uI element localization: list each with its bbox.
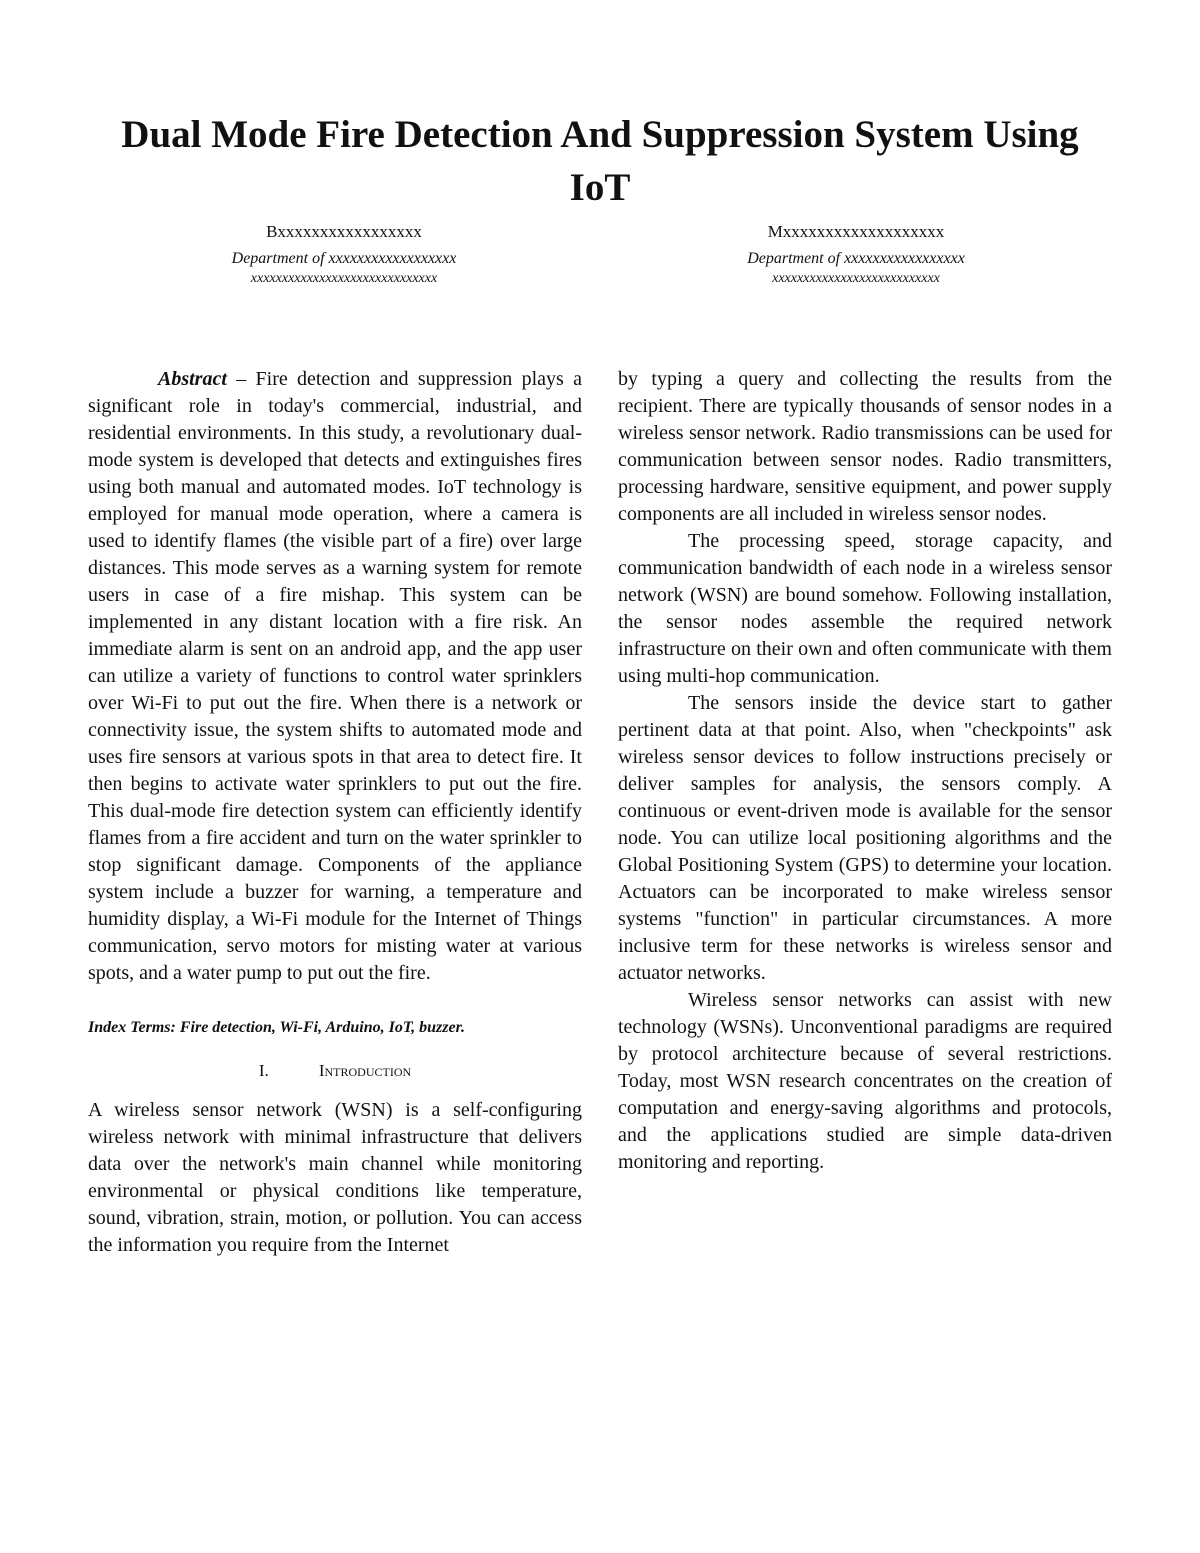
abstract-text: – Fire detection and suppression plays a significant role in today's commercial, industrial, and residential environments. In this study, a revolutionary dual-mode system is developed that detects and extinguishes fires using both manual and automated modes. IoT technology is employed for manual mode operation, where a camera is used to identify flames (the visible part of a fire) over large distances. This mode serves as a warning system for remote users in case of a fire mishap. This system can be implemented in any distant location with a fire risk. An immediate alarm is sent on an android app, and the app user can utilize a variety of functions to control water sprinklers over Wi-Fi to put out the fire. When there is a network or connectivity issue, the system shifts to automated mode and uses fire sensors at various spots in that area to detect fire. It then begins to activate water sprinklers to put out the fire. This dual-mode fire detection system can efficiently identify flames from a fire accident and turn on the water sprinkler to stop significant damage. Components of the appliance system include a buzzer for warning, a temperature and humidity display, a Wi-Fi module for the Internet of Things communication, servo motors for misting water at various spots, and a water pump to put out the fire. [88,368,582,984]
section-title: Introduction [318,1061,412,1080]
right-column [618,366,1112,1176]
left-column [88,366,582,1259]
intro-paragraph-3: The sensors inside the device start to gather pertinent data at that point. Also, when "checkpoints" ask wireless sensor devices to follow instructions precisely or deliver samples for analysis, the sensors comply. A continuous or event-driven mode is available for the sensor node. You can utilize local positioning algorithms and the Global Positioning System (GPS) to determine your location. Actuators can be incorporated to make wireless sensor systems "function" in particular circumstances. A more inclusive term for these networks is wireless sensor and actuator networks. [618,692,1112,984]
author-department: Department of xxxxxxxxxxxxxxxxx [747,250,965,267]
abstract-label: Abstract [158,368,227,390]
abstract-paragraph [88,366,582,987]
intro-paragraph-1: A wireless sensor network (WSN) is a self-configuring wireless network with minimal infrastructure that delivers data over the network's main channel while monitoring environmental or physical conditions like temperature, sound, vibration, strain, motion, or pollution. You can access the information you require from the Internet [88,1099,582,1256]
author-affiliation: xxxxxxxxxxxxxxxxxxxxxxxxxxxxxx [250,271,438,286]
author-block-2 [646,220,1066,289]
section-number: I. [258,1061,269,1080]
author-affiliation: xxxxxxxxxxxxxxxxxxxxxxxxxxx [772,271,940,286]
author-block-1 [134,220,554,289]
intro-paragraph-4: Wireless sensor networks can assist with new technology (WSNs). Unconventional paradigms are required by protocol architecture because of several restrictions. Today, most WSN research concentrates on the creation of computation and energy-saving algorithms and protocols, and the applications studied are simple data-driven monitoring and reporting. [618,989,1112,1173]
author-department: Department of xxxxxxxxxxxxxxxxxx [231,250,457,267]
index-terms: Index Terms: Fire detection, Wi-Fi, Arduino, IoT, buzzer. [88,1019,465,1036]
author-name: Mxxxxxxxxxxxxxxxxxxx [767,222,945,241]
section-heading-introduction [88,1059,582,1083]
author-name: Bxxxxxxxxxxxxxxxxx [266,222,422,241]
intro-paragraph-2: The processing speed, storage capacity, and communication bandwidth of each node in a wireless sensor network (WSN) are bound somehow. Following installation, the sensor nodes assemble the required network infrastructure on their own and often communicate with them using multi-hop communication. [618,530,1112,687]
intro-paragraph-1-continued: by typing a query and collecting the results from the recipient. There are typically thousands of sensor nodes in a wireless sensor network. Radio transmissions can be used for communication between sensor nodes. Radio transmitters, processing hardware, sensitive equipment, and power supply components are all included in wireless sensor nodes. [618,368,1112,525]
paper-title: Dual Mode Fire Detection And Suppression System Using IoT [121,113,1079,209]
